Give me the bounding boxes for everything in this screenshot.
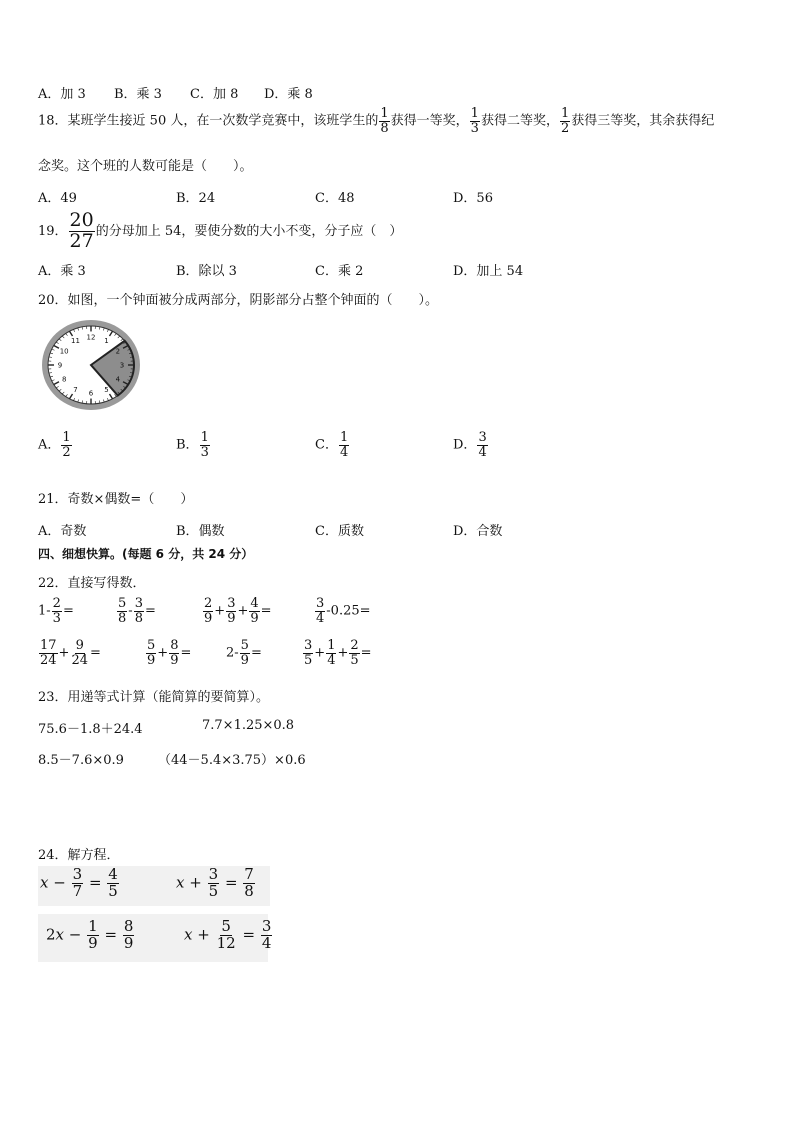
q22-expr-6: $\frac{5}{9}$ + $\frac{8}{9}$ = xyxy=(147,638,192,668)
clock-number: 5 xyxy=(104,385,109,394)
q18-text-part3: 获得二等奖， xyxy=(480,113,559,129)
q21-option-a[interactable]: A．奇数 xyxy=(38,524,87,539)
q17-option-a[interactable]: A．加 3 xyxy=(38,87,86,102)
q18-option-c[interactable]: C．48 xyxy=(315,191,355,206)
equation-1: x − $\frac{3}{7}$ = $\frac{4}{5}$ xyxy=(40,865,118,900)
equation-3: 2x − $\frac{1}{9}$ = $\frac{8}{9}$ xyxy=(46,917,134,952)
q20-option-c[interactable]: C． $\frac{1}{4}$ xyxy=(315,430,349,460)
clock-number: 9 xyxy=(57,361,63,370)
q21-option-b[interactable]: B．偶数 xyxy=(176,524,225,539)
q21-option-d[interactable]: D．合数 xyxy=(453,524,503,539)
q22-expr-3: $\frac{2}{9}$ + $\frac{3}{9}$ + $\frac{4}{9}$ = xyxy=(204,596,272,626)
q19-option-d[interactable]: D．加上 54 xyxy=(453,264,524,279)
equation-box-2 xyxy=(38,914,272,962)
q21-text: 21．奇数×偶数=（ ） xyxy=(38,492,194,507)
q19-text: 的分母加上 54，要使分数的大小不变，分子应（ ） xyxy=(95,223,403,239)
q22-text: 22．直接写得数． xyxy=(38,576,146,591)
q23-text: 23．用递等式计算（能简算的要简算）。 xyxy=(38,690,270,705)
equation-box-1 xyxy=(38,866,270,906)
section-heading: 四、细想快算。(每题 6 分，共 24 分） xyxy=(38,547,254,561)
clock-number: 8 xyxy=(61,375,67,384)
q19-option-c[interactable]: C．乘 2 xyxy=(315,264,364,279)
q18-text-part4: 获得三等奖，其余获得纪 xyxy=(571,113,715,129)
q18-fraction-2: $\frac{1}{3}$ xyxy=(470,106,479,136)
clock-number: 7 xyxy=(73,385,78,394)
q22-expr-8: $\frac{3}{5}$ + $\frac{1}{4}$ + $\frac{2}{5}$ = xyxy=(304,638,372,668)
q18-text-part1: 18．某班学生接近 50 人，在一次数学竞赛中，该班学生的 xyxy=(38,113,379,129)
clock-number: 4 xyxy=(115,375,121,384)
clock-number: 2 xyxy=(115,347,121,356)
q23-expr-2: 7.7×1.25×0.8 xyxy=(202,718,295,733)
clock-number: 11 xyxy=(71,337,80,346)
q20-option-a[interactable]: A． $\frac{1}{2}$ xyxy=(38,430,71,460)
q18-line1 xyxy=(38,107,714,135)
q17-option-b[interactable]: B．乘 3 xyxy=(114,87,162,102)
q18-option-b[interactable]: B．24 xyxy=(176,191,216,206)
equation-4: x + $\frac{5}{12}$ = $\frac{3}{4}$ xyxy=(184,917,272,952)
equation-2: x + $\frac{3}{5}$ = $\frac{7}{8}$ xyxy=(176,865,254,900)
q22-expr-2: $\frac{5}{8}$ - $\frac{3}{8}$ = xyxy=(118,596,156,626)
q23-expr-3: 8.5－7.6×0.9 xyxy=(38,753,124,768)
q22-expr-1: 1- $\frac{2}{3}$ = xyxy=(38,596,74,626)
q19-option-a[interactable]: A．乘 3 xyxy=(38,264,86,279)
q17-option-d[interactable]: D．乘 8 xyxy=(264,87,313,102)
q17-option-c[interactable]: C．加 8 xyxy=(190,87,239,102)
q23-expr-4: （44－5.4×3.75）×0.6 xyxy=(158,753,306,768)
q19-line xyxy=(38,211,402,252)
clock-number: 3 xyxy=(119,361,125,370)
q19-fraction: $\frac{20}{27}$ xyxy=(69,209,94,252)
q18-option-a[interactable]: A．49 xyxy=(38,191,77,206)
clock-number: 10 xyxy=(59,347,69,356)
q20-option-b[interactable]: B． $\frac{1}{3}$ xyxy=(176,430,209,460)
q22-expr-4: $\frac{3}{4}$ -0.25= xyxy=(316,596,371,626)
q18-fraction-3: $\frac{1}{2}$ xyxy=(560,106,570,136)
clock-number: 12 xyxy=(86,333,96,342)
q18-option-d[interactable]: D．56 xyxy=(453,191,493,206)
q22-expr-5: $\frac{17}{24}$ + $\frac{9}{24}$ = xyxy=(40,638,101,668)
clock-figure xyxy=(40,318,142,412)
q18-line2: 念奖。这个班的人数可能是（ ）。 xyxy=(38,159,253,174)
q18-text-part2: 获得一等奖， xyxy=(390,113,469,129)
q19-option-b[interactable]: B．除以 3 xyxy=(176,264,237,279)
q24-text: 24．解方程． xyxy=(38,848,120,863)
q22-expr-7: 2- $\frac{5}{9}$ = xyxy=(226,638,262,668)
q18-fraction-1: $\frac{1}{8}$ xyxy=(380,106,389,136)
q19-number: 19． xyxy=(38,223,68,239)
q23-expr-1: 75.6－1.8＋24.4 xyxy=(38,722,143,737)
q21-option-c[interactable]: C．质数 xyxy=(315,524,364,539)
clock-number: 1 xyxy=(104,337,109,346)
q20-option-d[interactable]: D． $\frac{3}{4}$ xyxy=(453,430,487,460)
clock-number: 6 xyxy=(88,389,94,398)
q20-text: 20．如图，一个钟面被分成两部分，阴影部分占整个钟面的（ ）。 xyxy=(38,293,439,308)
